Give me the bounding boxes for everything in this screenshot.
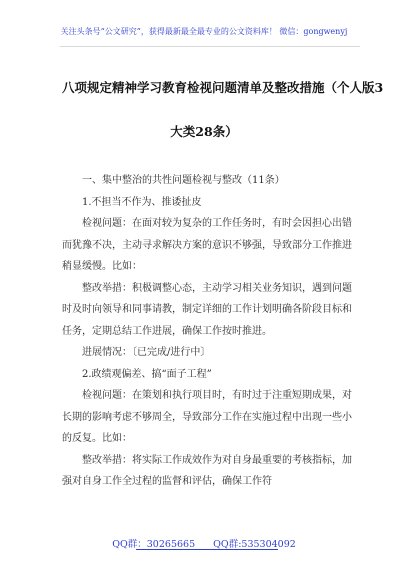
measure-paragraph: 整改举措：积极调整心态，主动学习相关业务知识，遇到问题时及时向领导和同事请教，制定详细的工作计划明确各阶段目标和任务，定期总结工作进展，确保工作按时推进。	[62, 282, 352, 337]
item-heading: 1.不担当不作为、推诿扯皮	[82, 196, 202, 208]
problem-paragraph: 检视问题：在策划和执行项目时，有时过于注重短期成果，对长期的影响考虑不够周全，导致部分工作在实施过程中出现一些小的反复。比如：	[62, 390, 352, 444]
problem-paragraph: 检视问题：在面对较为复杂的工作任务时，有时会因担心出错而犹豫不决，主动寻求解决方案的意识不够强，导致部分工作推进稍显缓慢。比如：	[62, 218, 352, 272]
document-title-line2: 大类28条）	[170, 124, 238, 139]
footer-qq-group-2: QQ群:535304092	[213, 539, 296, 550]
document-title-line1: 八项规定精神学习教育检视问题清单及整改措施（个人版3	[62, 80, 384, 95]
measure-paragraph: 整改举措：将实际工作成效作为对自身最重要的考核指标，加强对自身工作全过程的监督和评估，确保工作符	[62, 454, 352, 487]
footer	[0, 536, 408, 550]
section-heading: 一、集中整治的共性问题检视与整改（11条）	[82, 175, 285, 186]
item-heading: 2.政绩观偏差、搞“面子工程”	[82, 368, 212, 380]
header-banner: 关注头条号“公文研究”，获得最新最全最专业的公文资料库！ 微信：gongwenyj	[60, 27, 348, 36]
document-body	[62, 170, 352, 493]
status-line: 进展情况：〔已完成/进行中〕	[82, 347, 211, 358]
header-divider	[60, 46, 360, 47]
footer-underline	[136, 549, 278, 550]
footer-qq-group-1: QQ群：30265665	[112, 539, 196, 550]
